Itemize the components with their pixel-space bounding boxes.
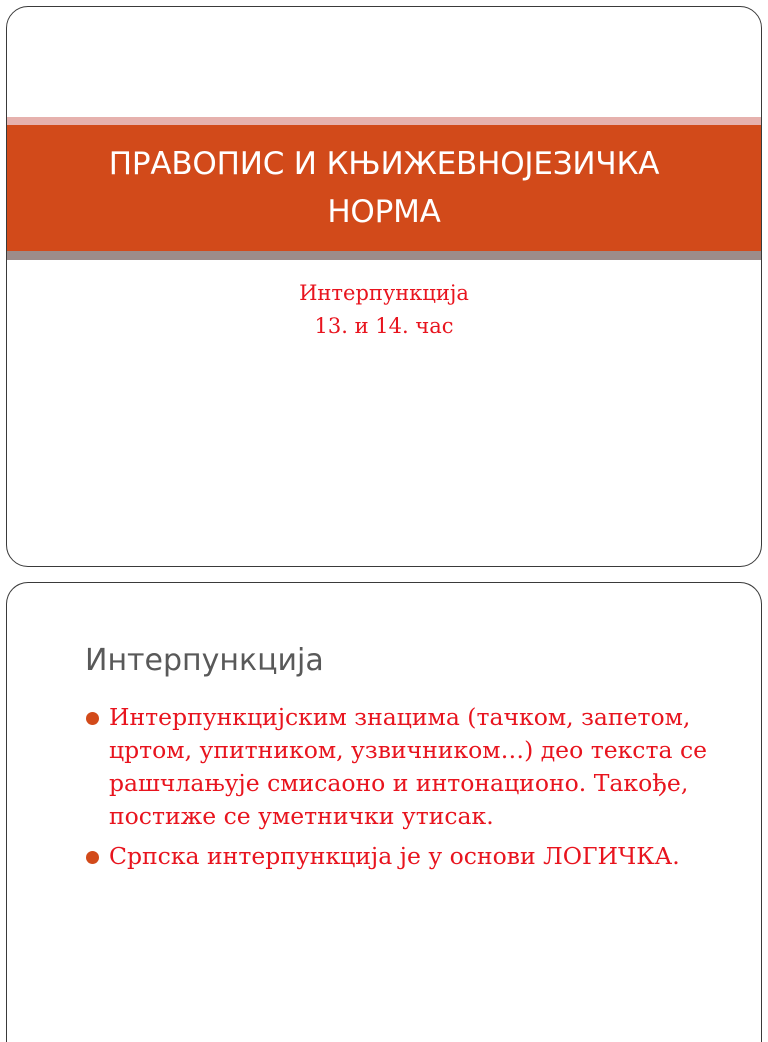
content-slide — [6, 582, 762, 1042]
bullet-text: Српска интерпункција је у основи ЛОГИЧКА. — [109, 842, 680, 870]
subtitle-line-topic: Интерпункција — [299, 281, 469, 305]
title-band-bottom-stripe — [7, 251, 761, 260]
list-item — [85, 701, 725, 833]
title-band — [7, 125, 761, 251]
slide-title: ПРАВОПИС И КЊИЖЕВНОЈЕЗИЧКА НОРМА — [108, 146, 660, 230]
bullet-icon — [86, 712, 99, 725]
bullet-icon — [86, 851, 99, 864]
bullet-text: Интерпункцијским знацима (тачком, запетом, цртом, упитником, узвичником…) део текста се рашчлањује смисаоно и интонационо. Такође, постиже се уметнички утисак. — [109, 703, 708, 830]
subtitle-line-lesson: 13. и 14. час — [314, 314, 454, 338]
content-heading: Интерпункција — [85, 643, 324, 678]
title-band-top-stripe — [7, 117, 761, 125]
bullet-list — [85, 701, 725, 880]
slide-subtitle — [7, 277, 761, 343]
list-item — [85, 840, 725, 873]
title-slide — [6, 6, 762, 567]
